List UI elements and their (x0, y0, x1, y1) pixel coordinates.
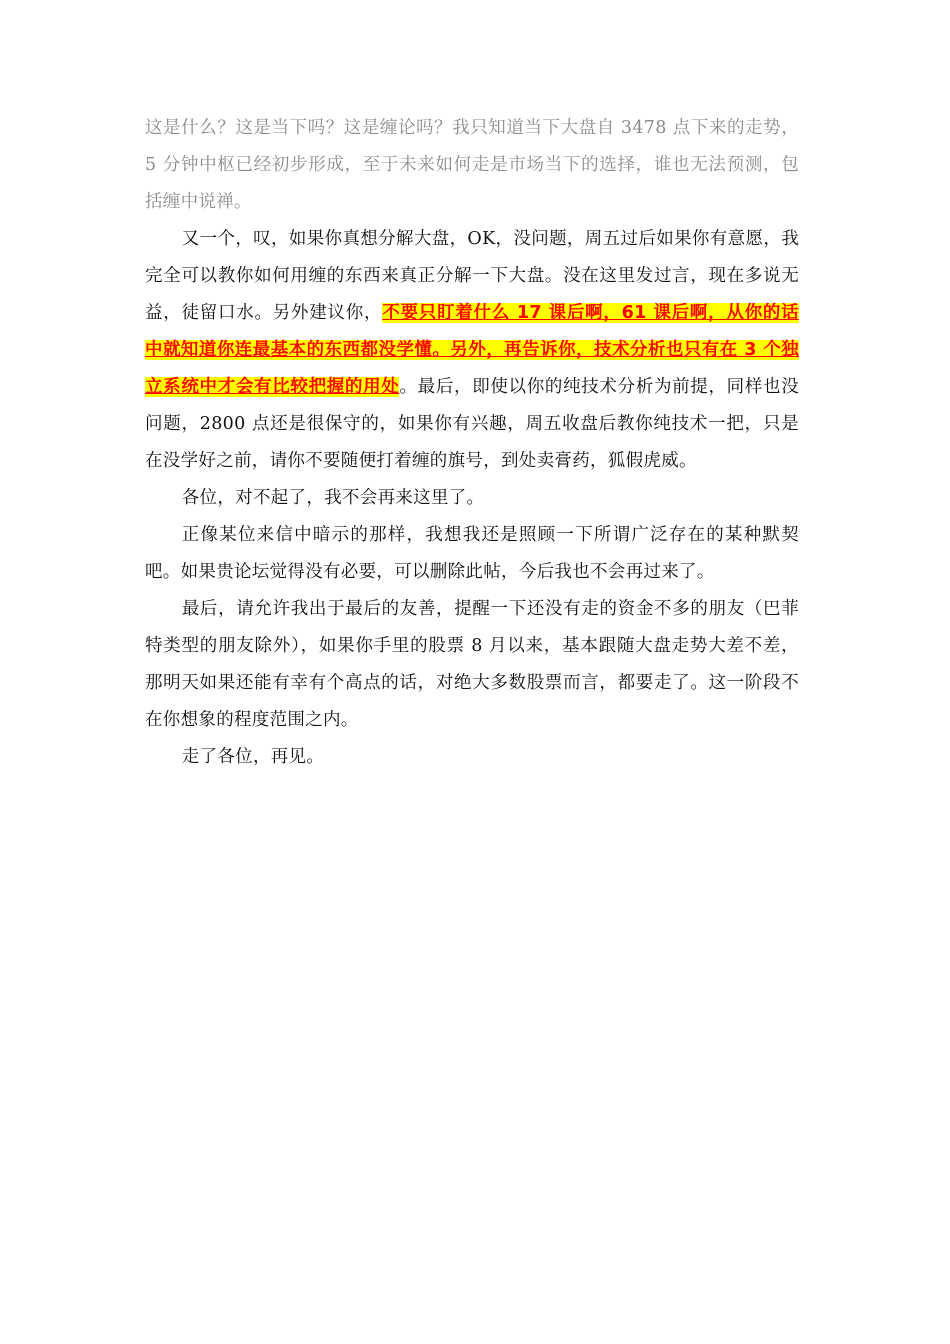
paragraph-quote: 这是什么？这是当下吗？这是缠论吗？我只知道当下大盘自 3478 点下来的走势，5 分钟中枢已经初步形成，至于未来如何走是市场当下的选择，谁也无法预测，包括缠中说禅。 (145, 118, 799, 212)
reply-text-start: 又一个，叹，如果你真想分解大盘，OK，没问题，周五过后如果你有意愿，我完全可以教你如何用缠的东西来真正分解一下大盘。没在这里发过言，现在多说无益，徒留口水。另外建议你， (145, 229, 799, 323)
reply-text-end: 。最后，即使以你的纯技术分析为前提，同样也没问题，2800 点还是很保守的，如果你有兴趣，周五收盘后教你纯技术一把，只是在没学好之前，请你不要随便打着缠的旗号，到处卖膏药，狐假虎威。 (145, 377, 799, 471)
document-body (145, 110, 799, 776)
paragraph-forum-note: 正像某位来信中暗示的那样，我想我还是照顾一下所谓广泛存在的某种默契吧。如果贵论坛觉得没有必要，可以删除此帖，今后我也不会再过来了。 (145, 525, 799, 582)
paragraph-reply (145, 221, 799, 480)
paragraph-apology: 各位，对不起了，我不会再来这里了。 (181, 488, 485, 508)
paragraph-farewell: 走了各位，再见。 (181, 747, 325, 767)
highlighted-warning: 不要只盯着什么 17 课后啊，61 课后啊，从你的话中就知道你连最基本的东西都没学懂。另外，再告诉你，技术分析也只有在 3 个独立系统中才会有比较把握的用处 (145, 303, 799, 397)
paragraph-final-advice: 最后，请允许我出于最后的友善，提醒一下还没有走的资金不多的朋友（巴菲特类型的朋友除外），如果你手里的股票 8 月以来，基本跟随大盘走势大差不差，那明天如果还能有幸有个高点的话，对绝大多数股票而言，都要走了。这一阶段不在你想象的程度范围之内。 (145, 599, 799, 730)
